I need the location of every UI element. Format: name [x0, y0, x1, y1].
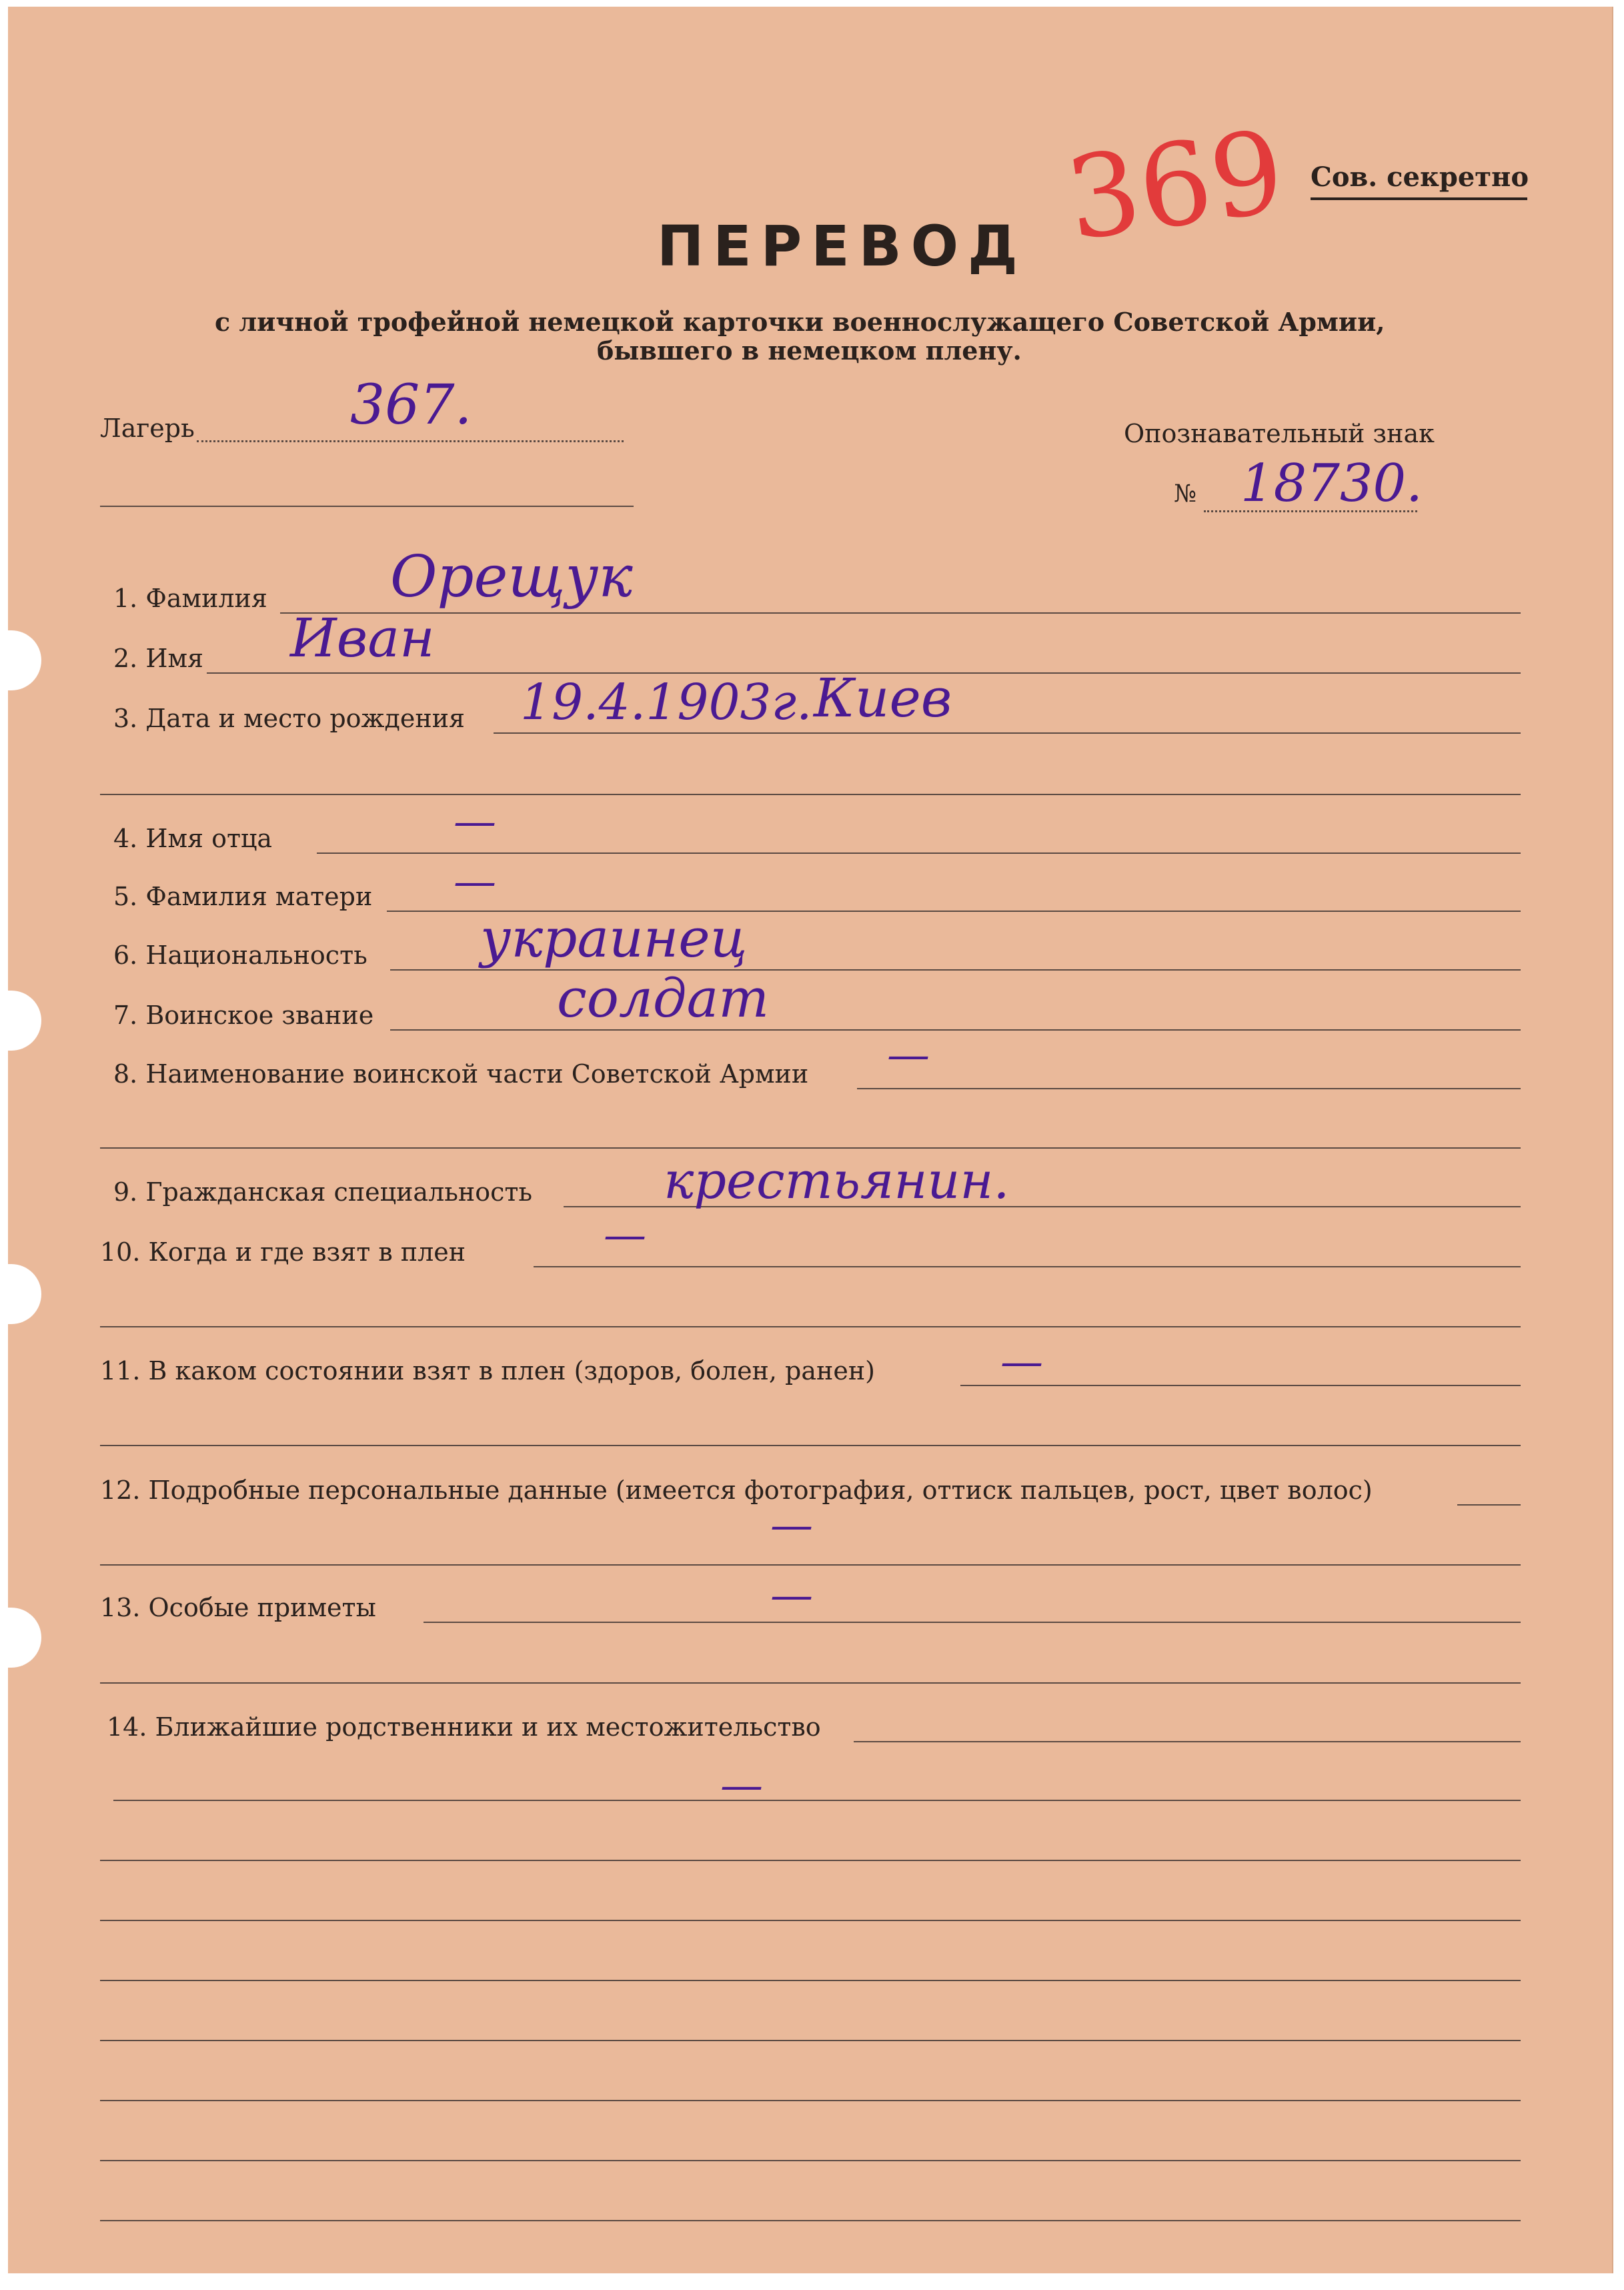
field-value: —: [604, 1211, 646, 1260]
field-label: 9. Гражданская специальность: [113, 1177, 533, 1207]
field-value: солдат: [557, 967, 770, 1029]
ruled-line: [100, 2100, 1521, 2101]
subtitle-line-1: с личной трофейной немецкой карточки военнослужащего Советской Армии,: [215, 307, 1385, 337]
field-line: [280, 612, 1521, 614]
field-label: 7. Воинское звание: [113, 1001, 374, 1030]
id-tag-value: 18730.: [1241, 454, 1423, 514]
ruled-line: [100, 1860, 1521, 1861]
field-value-place: Киев: [814, 667, 952, 729]
field-label: 10. Когда и где взят в плен: [100, 1237, 466, 1267]
camp-label: Лагерь: [100, 414, 195, 443]
field-value: 19.4.1903г.: [520, 674, 812, 731]
ruled-line: [100, 2220, 1521, 2221]
field-label: 13. Особые приметы: [100, 1593, 376, 1622]
field-value: —: [887, 1031, 930, 1080]
field-continuation-line: [100, 1326, 1521, 1327]
field-line: [494, 732, 1521, 734]
field-line: [857, 1088, 1521, 1089]
document-title: ПЕРЕВОД: [657, 213, 1027, 279]
camp-value: 367.: [350, 374, 472, 437]
field-label: 12. Подробные персональные данные (имеется фотография, оттиск пальцев, рост, цвет волос): [100, 1476, 1373, 1505]
field-value: —: [770, 1501, 813, 1550]
ruled-line: [100, 2040, 1521, 2041]
field-line: [1457, 1504, 1521, 1506]
classification-underline: [1311, 197, 1527, 200]
field-label: 11. В каком состоянии взят в плен (здоров, болен, ранен): [100, 1356, 875, 1385]
field-value: крестьянин.: [664, 1151, 1010, 1210]
field-continuation-line: [100, 794, 1521, 795]
field-value: украинец: [480, 907, 748, 969]
field-label: 5. Фамилия матери: [113, 882, 373, 911]
field-line: [390, 1029, 1521, 1031]
stamp-number: 369: [1058, 105, 1292, 267]
torn-notch: [0, 1608, 41, 1668]
field-line: [960, 1385, 1521, 1386]
camp-line-2: [100, 506, 634, 507]
field-value: —: [454, 797, 496, 846]
field-label: 4. Имя отца: [113, 824, 273, 853]
field-value: Иван: [290, 607, 435, 669]
field-value: —: [720, 1761, 763, 1810]
field-label: 1. Фамилия: [113, 584, 267, 613]
torn-notch: [0, 1264, 41, 1324]
field-continuation-line: [113, 1800, 1521, 1801]
field-line: [424, 1622, 1521, 1623]
torn-notch: [0, 991, 41, 1051]
field-continuation-line: [100, 1445, 1521, 1446]
subtitle-line-2: бывшего в немецком плену.: [597, 336, 1022, 366]
field-label: 6. Национальность: [113, 941, 367, 970]
field-value: —: [770, 1571, 813, 1620]
field-line: [534, 1266, 1521, 1267]
ruled-line: [100, 1920, 1521, 1921]
field-label: 2. Имя: [113, 644, 204, 673]
field-value: Орещук: [390, 544, 633, 610]
field-label: 14. Ближайшие родственники и их местожительство: [107, 1712, 821, 1742]
field-value: —: [454, 857, 496, 907]
ruled-line: [100, 1980, 1521, 1981]
ruled-line: [100, 2160, 1521, 2161]
field-label: 3. Дата и место рождения: [113, 704, 466, 733]
field-continuation-line: [100, 1147, 1521, 1149]
id-tag-label: Опознавательный знак: [1124, 419, 1435, 448]
field-label: 8. Наименование воинской части Советской Армии: [113, 1059, 809, 1089]
camp-line: [197, 440, 624, 442]
classification-label: Сов. секретно: [1311, 161, 1529, 193]
field-line: [854, 1741, 1521, 1742]
torn-notch: [0, 630, 41, 690]
field-value: —: [1000, 1337, 1043, 1387]
field-line: [317, 852, 1521, 854]
id-tag-prefix: №: [1174, 480, 1197, 508]
field-continuation-line: [100, 1682, 1521, 1684]
field-continuation-line: [100, 1564, 1521, 1566]
